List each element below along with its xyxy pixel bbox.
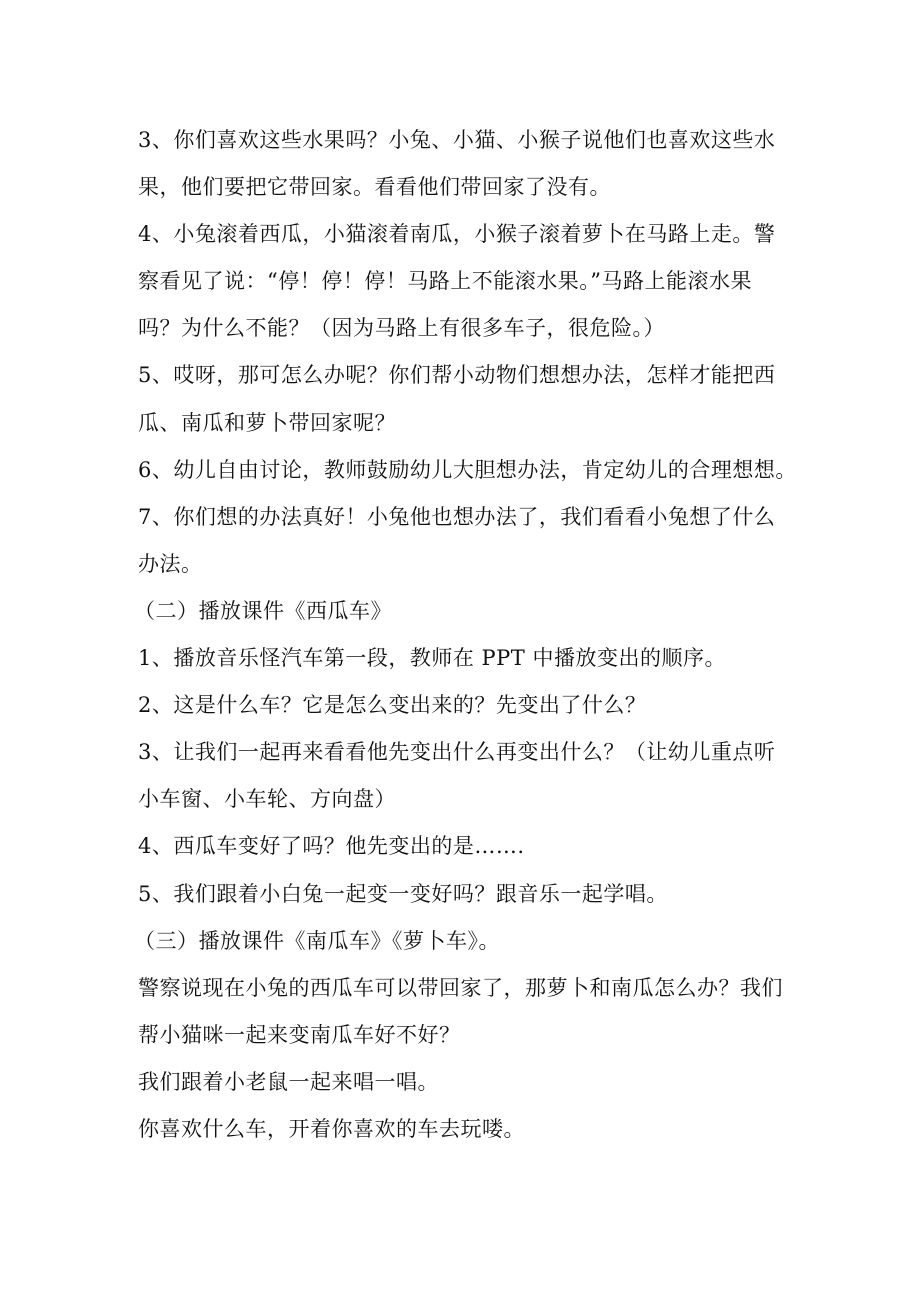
text-line-4: 察看见了说：“停！停！停！马路上不能滚水果。”马路上能滚水果 bbox=[138, 269, 752, 294]
text-line-1: 3、你们喜欢这些水果吗？小兔、小猫、小猴子说他们也喜欢这些水 bbox=[138, 128, 776, 152]
text-line-2: 果，他们要把它带回家。看看他们带回家了没有。 bbox=[138, 175, 611, 200]
text-line-15: 小车窗、小车轮、方向盘） bbox=[138, 787, 396, 812]
text-line-12: 1、播放音乐怪汽车第一段，教师在 PPT 中播放变出的顺序。 bbox=[138, 646, 726, 671]
section-heading-3: （三）播放课件《南瓜车》《萝卜车》。 bbox=[134, 928, 500, 953]
text-line-3: 4、小兔滚着西瓜，小猫滚着南瓜，小猴子滚着萝卜在马路上走。警 bbox=[138, 222, 776, 247]
text-line-20: 帮小猫咪一起来变南瓜车好不好？ bbox=[138, 1022, 461, 1047]
text-line-7: 瓜、南瓜和萝卜带回家呢？ bbox=[138, 410, 396, 435]
text-line-14: 3、让我们一起再来看看他先变出什么再变出什么？（让幼儿重点听 bbox=[138, 740, 776, 765]
text-line-10: 办法。 bbox=[138, 551, 203, 576]
text-line-21: 我们跟着小老鼠一起来唱一唱。 bbox=[138, 1069, 439, 1094]
text-line-9: 7、你们想的办法真好！小兔他也想办法了，我们看看小兔想了什么 bbox=[138, 504, 776, 529]
section-heading-2: （二）播放课件《西瓜车》 bbox=[134, 598, 392, 623]
text-line-19: 警察说现在小兔的西瓜车可以带回家了，那萝卜和南瓜怎么办？我们 bbox=[138, 975, 783, 1000]
text-line-8: 6、幼儿自由讨论，教师鼓励幼儿大胆想办法，肯定幼儿的合理想想。 bbox=[138, 457, 797, 482]
text-line-5: 吗？为什么不能？（因为马路上有很多车子，很危险。） bbox=[138, 316, 665, 341]
text-line-16: 4、西瓜车变好了吗？他先变出的是……. bbox=[138, 834, 525, 859]
document-body bbox=[134, 117, 798, 1153]
text-line-13: 2、这是什么车？它是怎么变出来的？先变出了什么？ bbox=[138, 693, 647, 718]
text-line-22: 你喜欢什么车，开着你喜欢的车去玩喽。 bbox=[138, 1116, 525, 1141]
text-line-17: 5、我们跟着小白兔一起变一变好吗？跟音乐一起学唱。 bbox=[138, 881, 668, 906]
text-line-6: 5、哎呀，那可怎么办呢？你们帮小动物们想想办法，怎样才能把西 bbox=[138, 363, 776, 388]
